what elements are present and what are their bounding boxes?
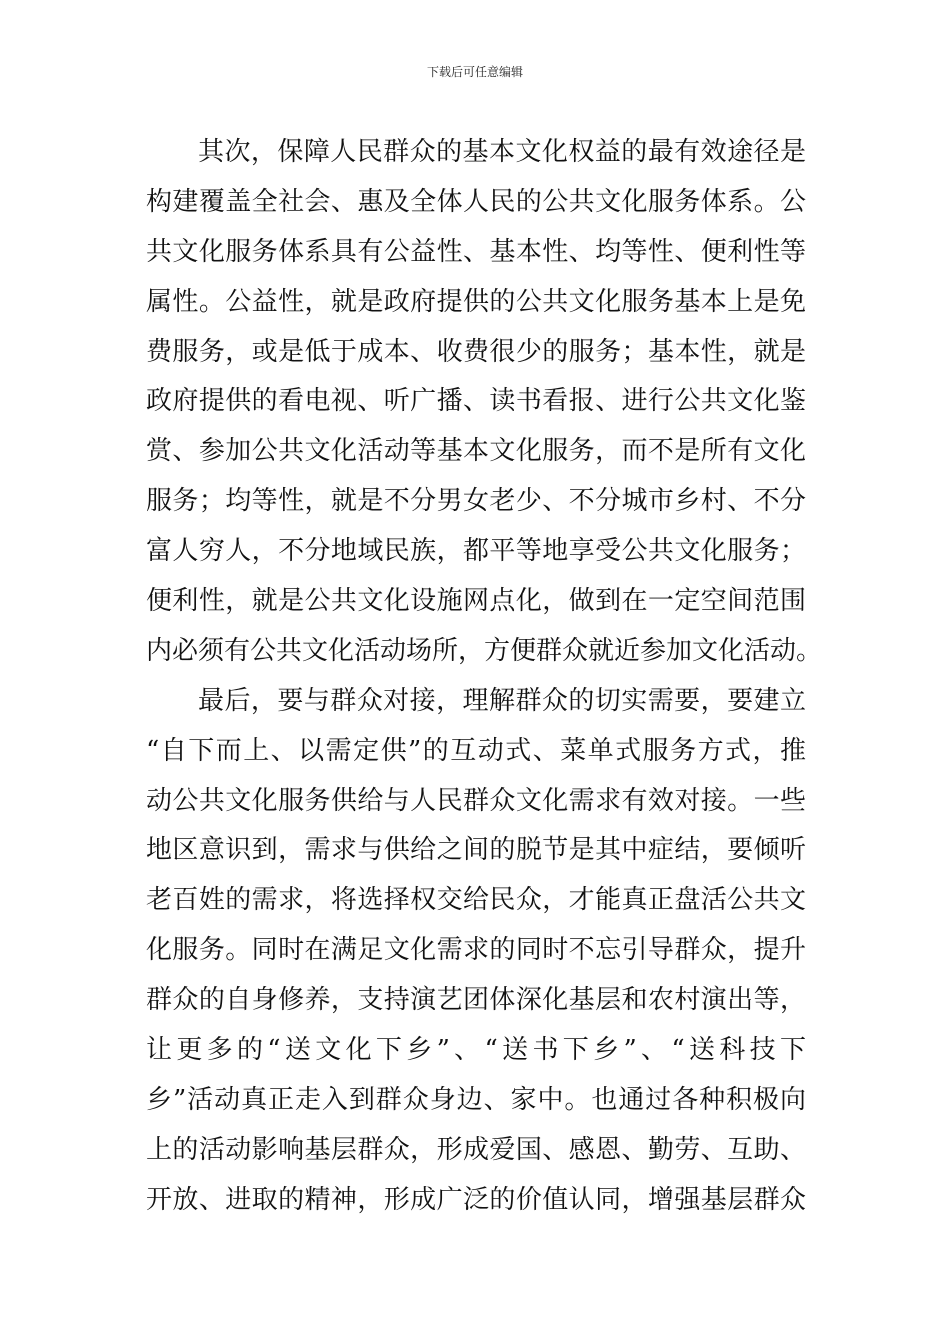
text-line: 最后，要与群众对接，理解群众的切实需要，要建立 — [198, 685, 806, 716]
text-line: 构建覆盖全社会、惠及全体人民的公共文化服务体系。公 — [146, 186, 806, 217]
paragraph-1 — [146, 128, 823, 677]
text-line: 上的活动影响基层群众，形成爱国、感恩、勤劳、互助、 — [146, 1134, 806, 1165]
text-line: 开放、进取的精神，形成广泛的价值认同，增强基层群众 — [146, 1184, 806, 1215]
text-line: 乡”活动真正走入到群众身边、家中。也通过各种积极向 — [146, 1084, 806, 1115]
text-line: 富人穷人，不分地域民族，都平等地享受公共文化服务； — [146, 536, 806, 567]
text-line: 政府提供的看电视、听广播、读书看报、进行公共文化鉴 — [146, 386, 806, 417]
text-line: 共文化服务体系具有公益性、基本性、均等性、便利性等 — [146, 236, 806, 267]
text-line: 动公共文化服务供给与人民群众文化需求有效对接。一些 — [146, 785, 806, 816]
text-line: 赏、参加公共文化活动等基本文化服务，而不是所有文化 — [146, 436, 806, 467]
page-header: 下载后可任意编辑 — [426, 65, 523, 79]
text-line: “自下而上、以需定供”的互动式、菜单式服务方式，推 — [146, 735, 806, 766]
text-line: 老百姓的需求，将选择权交给民众，才能真正盘活公共文 — [146, 885, 806, 916]
paragraph-2 — [146, 677, 806, 1226]
text-line: 地区意识到，需求与供给之间的脱节是其中症结，要倾听 — [146, 835, 806, 866]
text-line: 群众的自身修养，支持演艺团体深化基层和农村演出等， — [146, 985, 806, 1016]
text-line: 其次，保障人民群众的基本文化权益的最有效途径是 — [198, 137, 806, 167]
text-line: 内必须有公共文化活动场所，方便群众就近参加文化活动。 — [146, 635, 823, 666]
document-body — [146, 128, 823, 1226]
text-line: 属性。公益性，就是政府提供的公共文化服务基本上是免 — [146, 286, 806, 317]
text-line: 让更多的“送文化下乡”、“送书下乡”、“送科技下 — [146, 1035, 806, 1066]
text-line: 服务；均等性，就是不分男女老少、不分城市乡村、不分 — [146, 486, 806, 517]
text-line: 费服务，或是低于成本、收费很少的服务；基本性，就是 — [146, 336, 806, 367]
text-line: 便利性，就是公共文化设施网点化，做到在一定空间范围 — [146, 586, 806, 617]
text-line: 化服务。同时在满足文化需求的同时不忘引导群众，提升 — [146, 935, 806, 966]
